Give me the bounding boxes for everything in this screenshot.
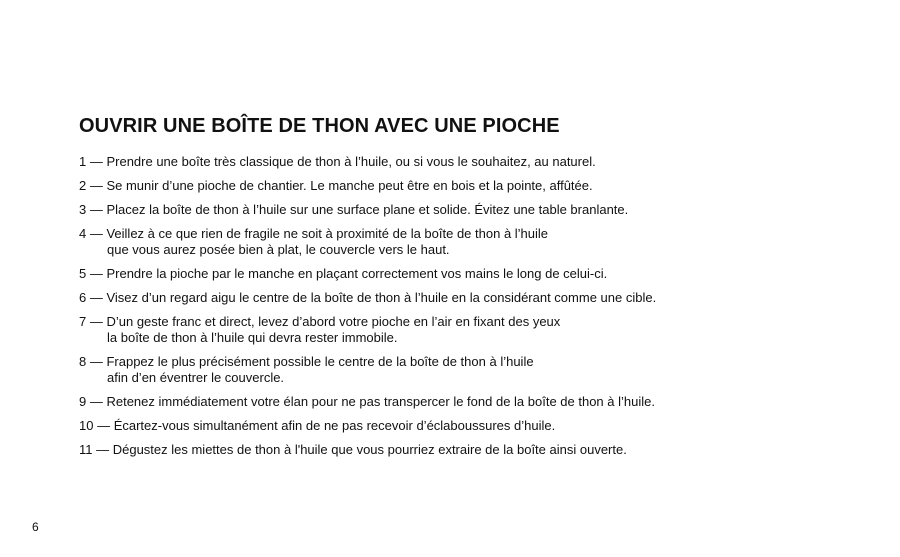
step-text: Retenez immédiatement votre élan pour ne pas transpercer le fond de la boîte de thon à l’huile. — [106, 394, 655, 409]
step-text: Prendre une boîte très classique de thon à l’huile, ou si vous le souhaitez, au naturel. — [106, 154, 596, 169]
list-item — [79, 178, 879, 194]
page-title: OUVRIR UNE BOÎTE DE THON AVEC UNE PIOCHE — [79, 115, 560, 137]
step-number: 7 — — [79, 314, 107, 329]
list-item — [79, 394, 879, 410]
step-number: 6 — — [79, 290, 107, 305]
page-number: 6 — [32, 520, 39, 534]
step-number: 4 — — [79, 226, 107, 241]
step-text: Écartez-vous simultanément afin de ne pas recevoir d’éclaboussures d’huile. — [113, 418, 556, 433]
list-item — [79, 226, 879, 258]
list-item — [79, 154, 879, 170]
list-item — [79, 418, 879, 434]
step-number: 8 — — [79, 354, 107, 369]
step-number: 11 — — [79, 442, 113, 457]
step-text-continuation: que vous aurez posée bien à plat, le couvercle vers le haut. — [107, 242, 450, 257]
step-number: 10 — — [79, 418, 114, 433]
step-text-continuation: afin d’en éventrer le couvercle. — [107, 370, 285, 385]
list-item — [79, 314, 879, 346]
step-text: Prendre la pioche par le manche en plaçant correctement vos mains le long de celui-ci. — [106, 266, 608, 281]
step-number: 1 — — [79, 154, 107, 169]
step-number: 3 — — [79, 202, 107, 217]
step-text: Placez la boîte de thon à l’huile sur une surface plane et solide. Évitez une table branlante. — [106, 202, 629, 217]
step-text: Dégustez les miettes de thon à l'huile que vous pourriez extraire de la boîte ainsi ouverte. — [112, 442, 627, 457]
step-text-continuation: la boîte de thon à l’huile qui devra rester immobile. — [107, 330, 398, 345]
list-item — [79, 354, 879, 386]
list-item — [79, 442, 879, 458]
step-text: D’un geste franc et direct, levez d’abord votre pioche en l’air en fixant des yeux — [106, 314, 561, 329]
list-item — [79, 202, 879, 218]
step-text: Se munir d’une pioche de chantier. Le manche peut être en bois et la pointe, affûtée. — [106, 178, 593, 193]
step-number: 5 — — [79, 266, 107, 281]
step-number: 2 — — [79, 178, 107, 193]
step-text: Frappez le plus précisément possible le centre de la boîte de thon à l’huile — [106, 354, 534, 369]
list-item — [79, 266, 879, 282]
list-item — [79, 290, 879, 306]
step-number: 9 — — [79, 394, 107, 409]
step-text: Veillez à ce que rien de fragile ne soit à proximité de la boîte de thon à l’huile — [106, 226, 549, 241]
steps-list — [79, 154, 879, 466]
step-text: Visez d’un regard aigu le centre de la boîte de thon à l’huile en la considérant comme une cible. — [106, 290, 657, 305]
